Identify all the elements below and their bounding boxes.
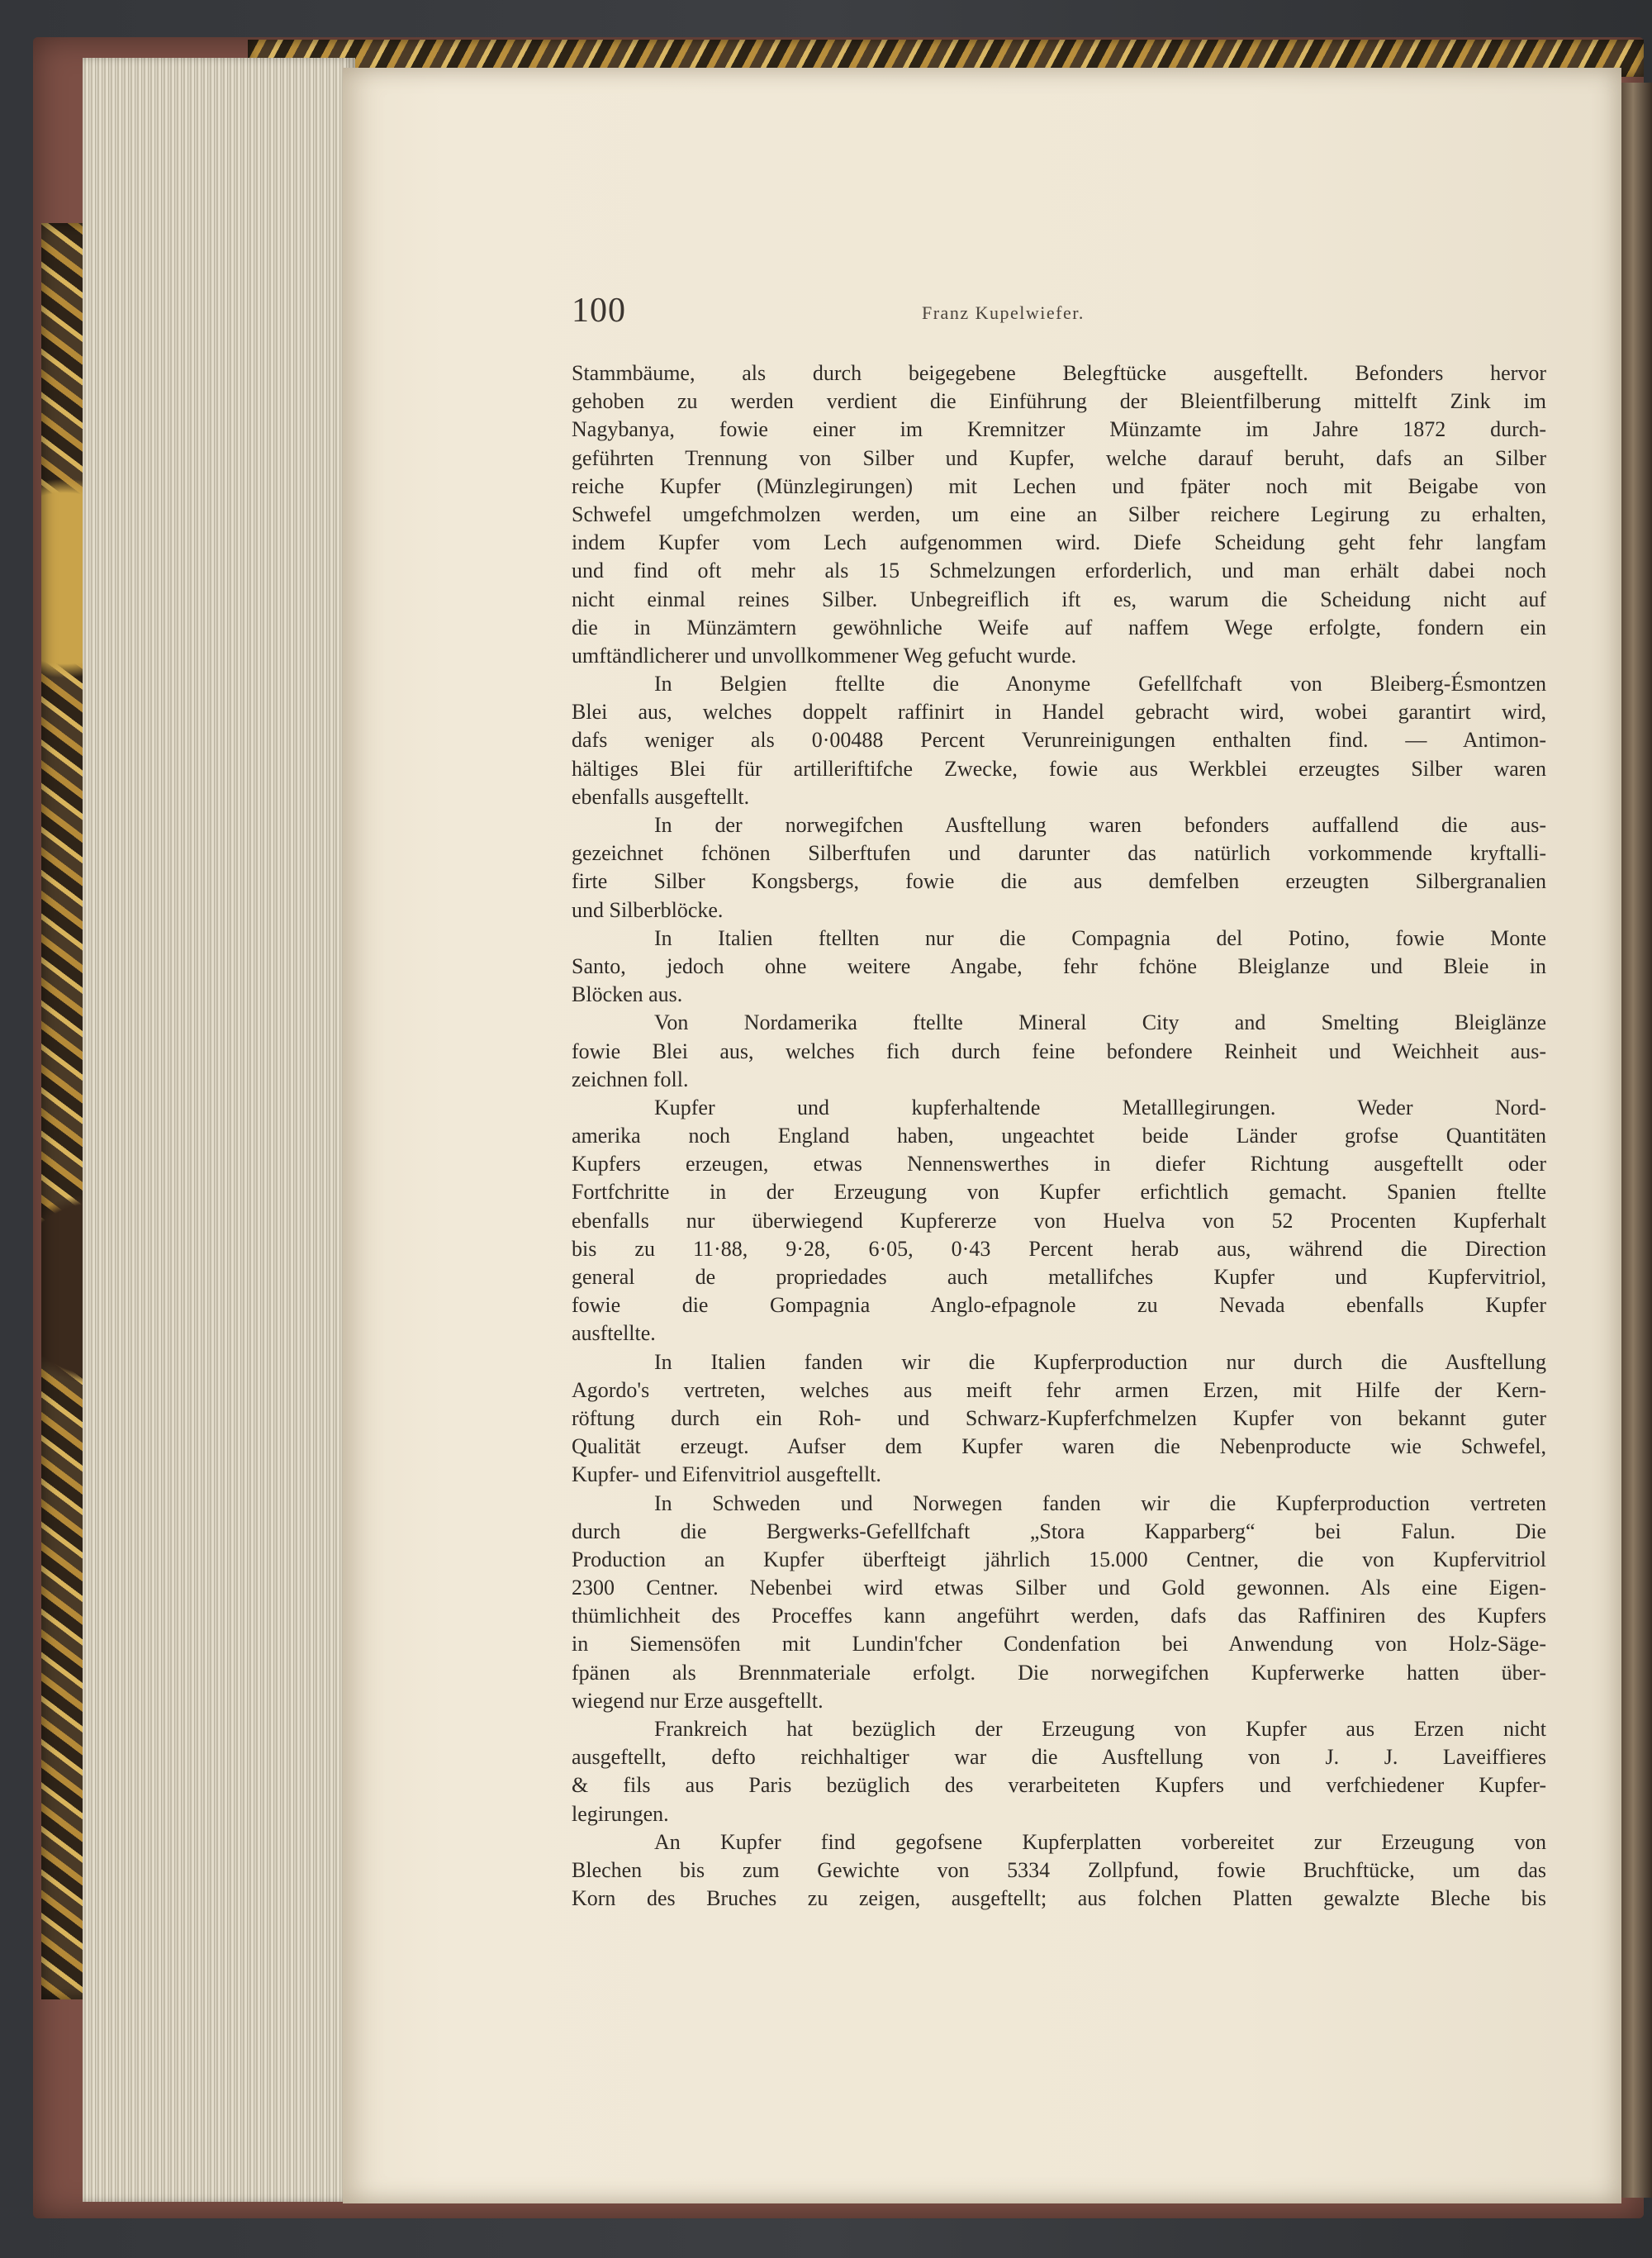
text-line: umftändlicherer und unvollkommener Weg gefucht wurde. <box>572 643 1077 668</box>
text-line: gehoben zu werden verdient die Einführung der Bleientfilberung mittelft Zink im <box>572 389 1546 414</box>
text-line: ebenfalls ausgeftellt. <box>572 784 750 809</box>
text-line: Kupfer- und Eifenvitriol ausgeftellt. <box>572 1462 881 1487</box>
text-line: Von Nordamerika ftellte Mineral City and Smelting Bleiglänze <box>654 1010 1546 1035</box>
text-line: In Italien ftellten nur die Compagnia del Potino, fowie Monte <box>654 925 1546 950</box>
text-line: Blöcken aus. <box>572 982 683 1007</box>
text-line: dafs weniger als 0·00488 Percent Verunreinigungen enthalten find. — Antimon- <box>572 728 1546 753</box>
text-line: Blechen bis zum Gewichte von 5334 Zollpfund, fowie Bruchftücke, um das <box>572 1857 1546 1882</box>
text-line: Santo, jedoch ohne weitere Angabe, fehr fchöne Bleiglanze und Bleie in <box>572 953 1546 978</box>
text-line: Kupfers erzeugen, etwas Nennenswerthes in diefer Richtung ausgeftellt oder <box>572 1152 1546 1177</box>
text-line: und find oft mehr als 15 Schmelzungen erforderlich, und man erhält dabei noch <box>572 559 1546 583</box>
page-block-edges <box>83 58 355 2202</box>
text-line: Qualität erzeugt. Aufser dem Kupfer waren die Nebenproducte wie Schwefel, <box>572 1434 1546 1459</box>
text-line: fowie Blei aus, welches fich durch feine befondere Reinheit und Weichheit aus- <box>572 1039 1546 1063</box>
text-line: An Kupfer find gegofsene Kupferplatten vorbereitet zur Erzeugung von <box>654 1829 1546 1854</box>
text-line: wiegend nur Erze ausgeftellt. <box>572 1688 824 1713</box>
text-line: Nagybanya, fowie einer im Kremnitzer Münzamte im Jahre 1872 durch- <box>572 417 1546 442</box>
text-line: fpänen als Brennmateriale erfolgt. Die norwegifchen Kupferwerke hatten über- <box>572 1660 1546 1685</box>
text-line: nicht einmal reines Silber. Unbegreiflich ift es, warum die Scheidung nicht auf <box>572 587 1546 611</box>
text-line: In Schweden und Norwegen fanden wir die Kupferproduction vertreten <box>654 1490 1546 1515</box>
text-line: Fortfchritte in der Erzeugung von Kupfer erfichtlich gemacht. Spanien ftellte <box>572 1180 1546 1205</box>
text-line: general de propriedades auch metallifches Kupfer und Kupfervitriol, <box>572 1265 1546 1289</box>
text-line: thümlichheit des Proceffes kann angeführt werden, dafs das Raffiniren des Kupfers <box>572 1604 1546 1628</box>
text-line: Korn des Bruches zu zeigen, ausgeftellt; aus folchen Platten gewalzte Bleche bis <box>572 1886 1546 1911</box>
body-text <box>572 359 1546 1913</box>
text-line: geführten Trennung von Silber und Kupfer, welche darauf beruht, dafs an Silber <box>572 445 1546 470</box>
text-line: Stammbäume, als durch beigegebene Belegftücke ausgeftellt. Befonders hervor <box>572 361 1546 385</box>
text-line: Blei aus, welches doppelt raffinirt in Handel gebracht wird, wobei garantirt wird, <box>572 700 1546 725</box>
running-head: Franz Kupelwiefer. <box>922 302 1085 323</box>
text-line: ausftellte. <box>572 1321 656 1346</box>
text-line: ausgeftellt, defto reichhaltiger war die Ausftellung von J. J. Laveiffieres <box>572 1745 1546 1770</box>
text-line: ebenfalls nur überwiegend Kupfererze von Huelva von 52 Procenten Kupferhalt <box>572 1208 1546 1233</box>
text-line: durch die Bergwerks-Gefellfchaft „Stora Kapparberg“ bei Falun. Die <box>572 1519 1546 1543</box>
text-line: Kupfer und kupferhaltende Metalllegirungen. Weder Nord- <box>654 1095 1546 1119</box>
text-line: Schwefel umgefchmolzen werden, um eine an Silber reichere Legirung zu erhalten, <box>572 502 1546 526</box>
text-line: In der norwegifchen Ausftellung waren befonders auffallend die aus- <box>654 813 1546 837</box>
text-line: fowie die Gompagnia Anglo-efpagnole zu Nevada ebenfalls Kupfer <box>572 1293 1546 1318</box>
text-line: 2300 Centner. Nebenbei wird etwas Silber und Gold gewonnen. Als eine Eigen- <box>572 1576 1546 1600</box>
page-number: 100 <box>572 292 626 330</box>
text-line: röftung durch ein Roh- und Schwarz-Kupferfchmelzen Kupfer von bekannt guter <box>572 1405 1546 1430</box>
text-line: reiche Kupfer (Münzlegirungen) mit Lechen und fpäter noch mit Beigabe von <box>572 473 1546 498</box>
text-line: indem Kupfer vom Lech aufgenommen wird. Diefe Scheidung geht fehr langfam <box>572 530 1546 555</box>
page-header <box>572 291 1546 340</box>
text-line: Frankreich hat bezüglich der Erzeugung von Kupfer aus Erzen nicht <box>654 1717 1546 1741</box>
text-line: & fils aus Paris bezüglich des verarbeiteten Kupfers und verfchiedener Kupfer- <box>572 1773 1546 1798</box>
cover-edge-right <box>1621 83 1652 2198</box>
text-line: zeichnen foll. <box>572 1067 689 1091</box>
text-line: In Italien fanden wir die Kupferproduction nur durch die Ausftellung <box>654 1349 1546 1374</box>
text-line: in Siemensöfen mit Lundin'fcher Condenfation bei Anwendung von Holz-Säge- <box>572 1632 1546 1657</box>
text-line: amerika noch England haben, ungeachtet beide Länder grofse Quantitäten <box>572 1124 1546 1148</box>
text-line: Agordo's vertreten, welches aus meift fehr armen Erzen, mit Hilfe der Kern- <box>572 1377 1546 1402</box>
text-line: In Belgien ftellte die Anonyme Gefellfchaft von Bleiberg-Ésmontzen <box>654 672 1546 696</box>
text-line: bis zu 11·88, 9·28, 6·05, 0·43 Percent herab aus, während die Direction <box>572 1236 1546 1261</box>
text-line: Production an Kupfer überfteigt jährlich 15.000 Centner, die von Kupfervitriol <box>572 1547 1546 1571</box>
text-line: die in Münzämtern gewöhnliche Weife auf naffem Wege erfolgte, fondern ein <box>572 615 1546 639</box>
text-line: hältiges Blei für artilleriftifche Zwecke, fowie aus Werkblei erzeugtes Silber waren <box>572 756 1546 781</box>
text-line: legirungen. <box>572 1801 669 1826</box>
text-line: und Silberblöcke. <box>572 897 724 922</box>
text-line: firte Silber Kongsbergs, fowie die aus demfelben erzeugten Silbergranalien <box>572 869 1546 894</box>
text-line: gezeichnet fchönen Silberftufen und darunter das natürlich vorkommende kryftalli- <box>572 841 1546 866</box>
